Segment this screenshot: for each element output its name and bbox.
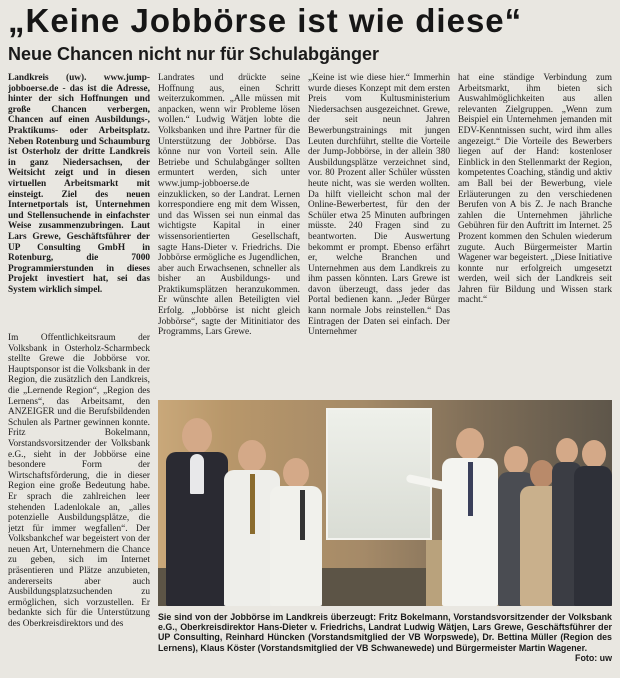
column-1-body xyxy=(8,333,150,673)
column-2-text: Landrates und drückte seine Hoffnung aus, einen Schritt weiterzukommen. „Alle müssen mit anpacken, wenn wir Probleme lösen wollen.“ Ludwig Wätjen lobte die Volksbanken und ihre Partner für die Unterstützung der Jobbörse. Das könne nur von Vorteil sein. Alle Betriebe und Schulabgänger sollten ermuntert werden, sich unter www.jump-jobboerse.de einzuklicken, so der Landrat. Lernen korrespondiere eng mit dem Wissen, und das Wissen sei nun einmal das wichtigste Kapital in einer wissensorientierten Gesellschaft, sagte Hans-Dieter v. Friedrichs. Die Jobbörse ermögliche es Jugendlichen, aber auch Erwachsenen, schneller als bisher an Ausbildungs- und Praktikumsplätzen heranzukommen. Er wünschte allen Beteiligten viel Erfolg. „Jobbörse ist nicht gleich Jobbörse“, sagte der Mitinitiator des Programms, Lars Grewe. xyxy=(158,73,300,338)
person-figure xyxy=(574,440,612,606)
person-figure xyxy=(166,418,228,606)
column-2 xyxy=(158,73,300,391)
lead-text: Landkreis (uw). www.jump-jobboerse.de - das ist die Adresse, hinter der sich Hoffnungen und große Chancen verbergen, Chancen auf einen Ausbildungs-, Praktikums- oder Arbeitsplatz. Neben Rotenburg und Schaumburg ist Osterholz der dritte Landkreis in ganz Niedersachsen, der Weitsicht zeigt und in diesen virtuellen Arbeitsmarkt mit einsteigt. Ziel des neuen Internetportals ist, Unternehmen und Stellensuchende in einfachster Weise zusammenzubringen. Laut Lars Grewe, Geschäftsführer der UP Consulting GmbH in Rotenburg, die 7000 Programmierstunden in dieses Projekt investiert hat, sei das System wirklich simpel. xyxy=(8,73,150,295)
person-figure xyxy=(440,428,500,606)
subheadline: Neue Chancen nicht nur für Schulabgänger xyxy=(8,44,380,64)
photo-window xyxy=(326,408,432,540)
headline: „Keine Jobbörse ist wie diese“ xyxy=(8,2,523,39)
lead-paragraph xyxy=(8,73,150,331)
caption-text: Sie sind von der Jobbörse im Landkreis überzeugt: Fritz Bokelmann, Vorstandsvorsitzender der Volksbank e.G., Oberkreisdirektor Hans-Dieter v. Friedrichs, Landrat Ludwig Wätjen, Lars Grewe, Geschäftsführer der UP Consulting, Reinhard Hüncken (Vorstandsmitglied der VB Worpswede), Dr. Bettina Müller (Region des Lernens), Klaus Köster (Vorstandsmitglied der VB Schwanewede) und Bürgermeister Martin Wagener. xyxy=(158,612,612,653)
column-4 xyxy=(458,73,612,391)
photo-caption xyxy=(158,612,612,676)
column-3 xyxy=(308,73,450,391)
person-figure xyxy=(270,458,322,606)
photo-credit: Foto: uw xyxy=(575,652,612,663)
column-1-text: Im Öffentlichkeitsraum der Volksbank in Osterholz-Scharmbeck stellte Grewe die Jobbörse vor. Hauptsponsor ist die Volksbank in der Region, die zusätzlich den Landkreis, die „Lernende Region“, „Region des Lernens“, das Arbeitsamt, den ANZEIGER und die Berufsbildenden Schulen als Partner gewinnen konnte. Fritz Bokelmann, Vorstandsvorsitzender der Volksbank e.G., sieht in der Jobbörse eine besondere Form der Wirtschaftsförderung, die in dieser Region eine große Bedeutung habe. Er sprach die zahlreichen leer stehenden Ladenlokale an, „alles potenzielle Ausbildungsplätze, die jetzt für immer wegfallen“. Der Volksbankchef war begeistert von der neuen Art, Unternehmern die Chance zu geben, sich im Internet präsentieren und Plätze anzubieten, andererseits aber auch Ausbildungsplatzsuchenden zu ermöglichen, sich vorzustellen. Er bedankte sich für die Unterstützung des Oberkreisdirektors und des xyxy=(8,333,150,630)
group-photo xyxy=(158,400,612,606)
column-4-text: hat eine ständige Verbindung zum Arbeitsmarkt, ihm bieten sich Auswahlmöglichkeiten aus allen relevanten Zielgruppen. „Wenn zum Beispiel ein Unternehmen jemanden mit EDV-Kenntnissen sucht, wird ihm alles angezeigt.“ Die Vorteile des Bewerbers liegen auf der Hand: kostenloser Einblick in den Stellenmarkt der Region, kompetentes Coaching, ständig und aktiv am Ball bei der Bewerbung, viele Erläuterungen zu den verschiedenen Berufen von A bis Z. Je nach Branche zahlen die Unternehmen jährliche Gebühren für den Auftritt im Internet. 25 Prozent kommen den Schulen wiederum zugute. Auch Bürgermeister Martin Wagener war begeistert. „Diese Initiative konnte nur erfolgreich umgesetzt werden, weil sich der Landkreis seit Jahren für Bildung und Wissen stark macht.“ xyxy=(458,73,612,306)
column-3-text: „Keine ist wie diese hier.“ Immerhin wurde dieses Konzept mit dem ersten Preis vom Kultusministerium Niedersachsen ausgezeichnet. Grewe, der seit neun Jahren Bewerbungstrainings mit jungen Leuten durchführt, stellte die Vorteile der Jump-Jobbörse, in der allein 380 Ausbildungsplätze verzeichnet sind, vor. 80 Prozent aller Schüler wüssten heute nicht, was sie werden wollten. Da hilft vielleicht schon mal der Online-Bewerbertest, für den der Schüler etwa 25 Minuten aufbringen müsste. 240 Fragen sind zu beantworten. Die Auswertung bekommt er prompt. Ebenso erfährt er, welche Branchen und Unternehmen aus dem Landkreis zu ihm passen könnten. Lars Grewe ist davon überzeugt, dass jeder das Portal bedienen kann. „Jeder Bürger kann normale Jobs reinstellen.“ Das Eintragen der Daten sei einfach. Der Unternehmer xyxy=(308,73,450,338)
